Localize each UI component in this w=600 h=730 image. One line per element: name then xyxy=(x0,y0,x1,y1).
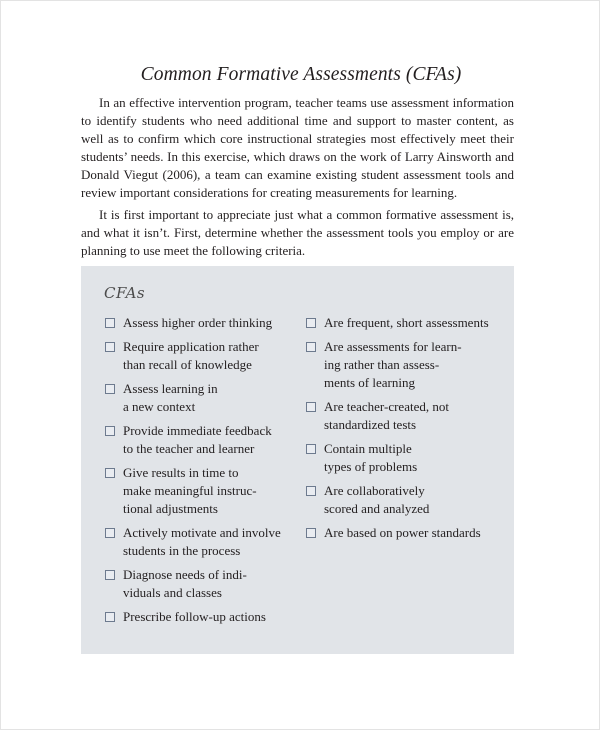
checklist-item-line: Are based on power standards xyxy=(324,525,481,540)
checklist-item xyxy=(306,482,506,518)
checklist-item-line: Give results in time to xyxy=(123,465,239,480)
box-title: CFAs xyxy=(104,284,146,302)
checkbox-icon[interactable] xyxy=(306,402,316,412)
checklist-item-line: Actively motivate and involve xyxy=(123,525,281,540)
checklist-item xyxy=(306,314,506,332)
checklist-item-line: Assess learning in xyxy=(123,381,218,396)
intro-paragraph xyxy=(81,94,514,202)
checkbox-icon[interactable] xyxy=(105,342,115,352)
checklist-item xyxy=(105,338,295,374)
checklist-item xyxy=(306,440,506,476)
page-title: Common Formative Assessments (CFAs) xyxy=(140,64,462,85)
checklist-item-line: Are frequent, short assessments xyxy=(324,315,489,330)
checkbox-icon[interactable] xyxy=(105,318,115,328)
checklist-item xyxy=(105,464,295,518)
right-criteria-column xyxy=(306,314,506,548)
checklist-item-line: types of problems xyxy=(324,459,418,474)
checklist-item-line: a new context xyxy=(123,399,196,414)
checklist-item-line: standardized tests xyxy=(324,417,417,432)
checklist-item-line: ments of learning xyxy=(324,375,415,390)
checklist-item xyxy=(306,524,506,542)
checklist-item-line: scored and analyzed xyxy=(324,501,430,516)
checkbox-icon[interactable] xyxy=(105,570,115,580)
checkbox-icon[interactable] xyxy=(105,426,115,436)
checklist-item xyxy=(105,608,295,626)
checklist-item-line: tional adjustments xyxy=(123,501,218,516)
checklist-item-line: Provide immediate feedback xyxy=(123,423,272,438)
checkbox-icon[interactable] xyxy=(105,468,115,478)
left-criteria-column xyxy=(105,314,295,632)
checklist-item-line: ing rather than assess- xyxy=(324,357,440,372)
checklist-item xyxy=(105,314,295,332)
checkbox-icon[interactable] xyxy=(105,528,115,538)
checklist-item-line: Diagnose needs of indi- xyxy=(123,567,247,582)
checklist-item xyxy=(105,422,295,458)
checklist-item xyxy=(105,524,295,560)
checklist-item-line: Assess higher order thinking xyxy=(123,315,273,330)
checklist-item xyxy=(306,338,506,392)
checklist-item-line: make meaningful instruc- xyxy=(123,483,257,498)
checkbox-icon[interactable] xyxy=(105,612,115,622)
checkbox-icon[interactable] xyxy=(105,384,115,394)
checklist-item-line: Are assessments for learn- xyxy=(324,339,462,354)
checkbox-icon[interactable] xyxy=(306,342,316,352)
checkbox-icon[interactable] xyxy=(306,486,316,496)
checkbox-icon[interactable] xyxy=(306,444,316,454)
checklist-item-line: than recall of knowledge xyxy=(123,357,252,372)
cfas-criteria-box xyxy=(81,266,514,654)
checklist-item xyxy=(105,566,295,602)
checkbox-icon[interactable] xyxy=(306,318,316,328)
checklist-item-line: Contain multiple xyxy=(324,441,412,456)
checklist-item-line: Are collaboratively xyxy=(324,483,425,498)
checklist-item-line: students in the process xyxy=(123,543,241,558)
checklist-item-line: Require application rather xyxy=(123,339,259,354)
criteria-paragraph xyxy=(81,206,514,260)
checklist-item-line: Are teacher-created, not xyxy=(324,399,449,414)
criteria-paragraph-text: It is first important to appreciate just what a common formative assessment is, and what it isn’t. First, determine whether the assessment tools you employ or are planning to use meet the following criteria. xyxy=(81,207,514,258)
checklist-item xyxy=(105,380,295,416)
checkbox-icon[interactable] xyxy=(306,528,316,538)
checklist-item xyxy=(306,398,506,434)
intro-paragraph-text: In an effective intervention program, teacher teams use assessment information to identify students who need additional time and support to master content, as well as to confirm which core instructional strategies most effectively meet their students’ needs. In this exercise, which draws on the work of Larry Ainsworth and Donald Viegut (2006), a team can examine existing student assessment tools and review important considerations for creating measurements for learning. xyxy=(81,95,514,200)
checklist-item-line: Prescribe follow-up actions xyxy=(123,609,266,624)
checklist-item-line: viduals and classes xyxy=(123,585,222,600)
checklist-item-line: to the teacher and learner xyxy=(123,441,255,456)
